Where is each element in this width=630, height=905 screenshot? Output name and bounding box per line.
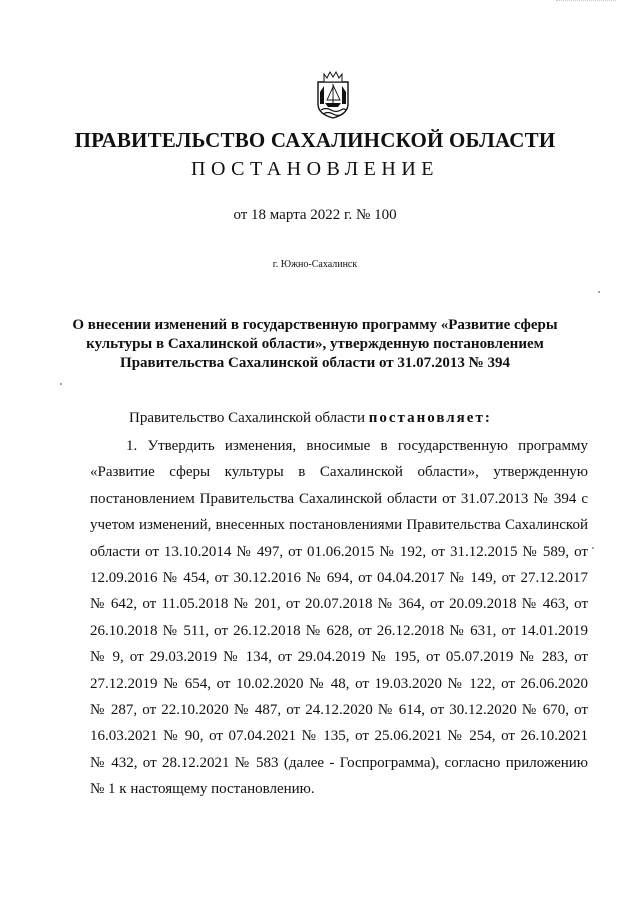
body-line: № 642, от 11.05.2018 № 201, от 20.07.2018 № 364, от 20.09.2018 № 463, от	[90, 596, 588, 613]
document-subject	[70, 316, 560, 373]
organization-title: ПРАВИТЕЛЬСТВО САХАЛИНСКОЙ ОБЛАСТИ	[74, 128, 556, 152]
body-line: «Развитие сферы культуры в Сахалинской области», утвержденную	[90, 464, 588, 481]
body-line: постановлением Правительства Сахалинской области от 31.07.2013 № 394 с	[90, 490, 588, 507]
body-line: 26.10.2018 № 511, от 26.12.2018 № 628, от 26.12.2018 № 631, от 14.01.2019	[90, 622, 588, 639]
subject-line: Правительства Сахалинской области от 31.07.2013 № 394	[120, 355, 510, 371]
body-line: № 432, от 28.12.2021 № 583 (далее - Госпрограмма), согласно приложению	[90, 754, 588, 771]
document-city: г. Южно-Сахалинск	[272, 259, 358, 270]
preamble-emphasis: постановляет:	[368, 410, 492, 426]
document-type: ПОСТАНОВЛЕНИЕ	[191, 158, 439, 180]
body-line: 1. Утвердить изменения, вносимые в государственную программу	[126, 438, 588, 454]
subject-line: культуры в Сахалинской области», утвержденную постановлением	[86, 336, 544, 352]
preamble	[129, 410, 492, 427]
preamble-text: Правительство Сахалинской области	[129, 410, 369, 426]
body-line: № 287, от 22.10.2020 № 487, от 24.12.2020 № 614, от 30.12.2020 № 670, от	[90, 701, 588, 718]
scan-speck	[592, 547, 594, 549]
body-line: № 9, от 29.03.2019 № 134, от 29.04.2019 № 195, от 05.07.2019 № 283, от	[90, 649, 588, 666]
body-line: области от 13.10.2014 № 497, от 01.06.2015 № 192, от 31.12.2015 № 589, от	[90, 543, 588, 560]
scan-edge-mark	[556, 0, 616, 2]
subject-line: О внесении изменений в государственную программу «Развитие сферы	[72, 317, 558, 333]
scan-speck	[598, 291, 600, 293]
sakhalin-coat-of-arms-icon	[314, 70, 352, 120]
resolution-body	[90, 433, 588, 802]
document-date-number: от 18 марта 2022 г. № 100	[233, 207, 397, 223]
scan-speck	[60, 383, 62, 385]
body-line: 12.09.2016 № 454, от 30.12.2016 № 694, от 04.04.2017 № 149, от 27.12.2017	[90, 569, 588, 586]
body-line: № 1 к настоящему постановлению.	[90, 781, 315, 798]
body-line: 27.12.2019 № 654, от 10.02.2020 № 48, от 19.03.2020 № 122, от 26.06.2020	[90, 675, 588, 692]
body-line: 16.03.2021 № 90, от 07.04.2021 № 135, от 25.06.2021 № 254, от 26.10.2021	[90, 728, 588, 745]
body-line: учетом изменений, внесенных постановлениями Правительства Сахалинской	[90, 517, 588, 534]
